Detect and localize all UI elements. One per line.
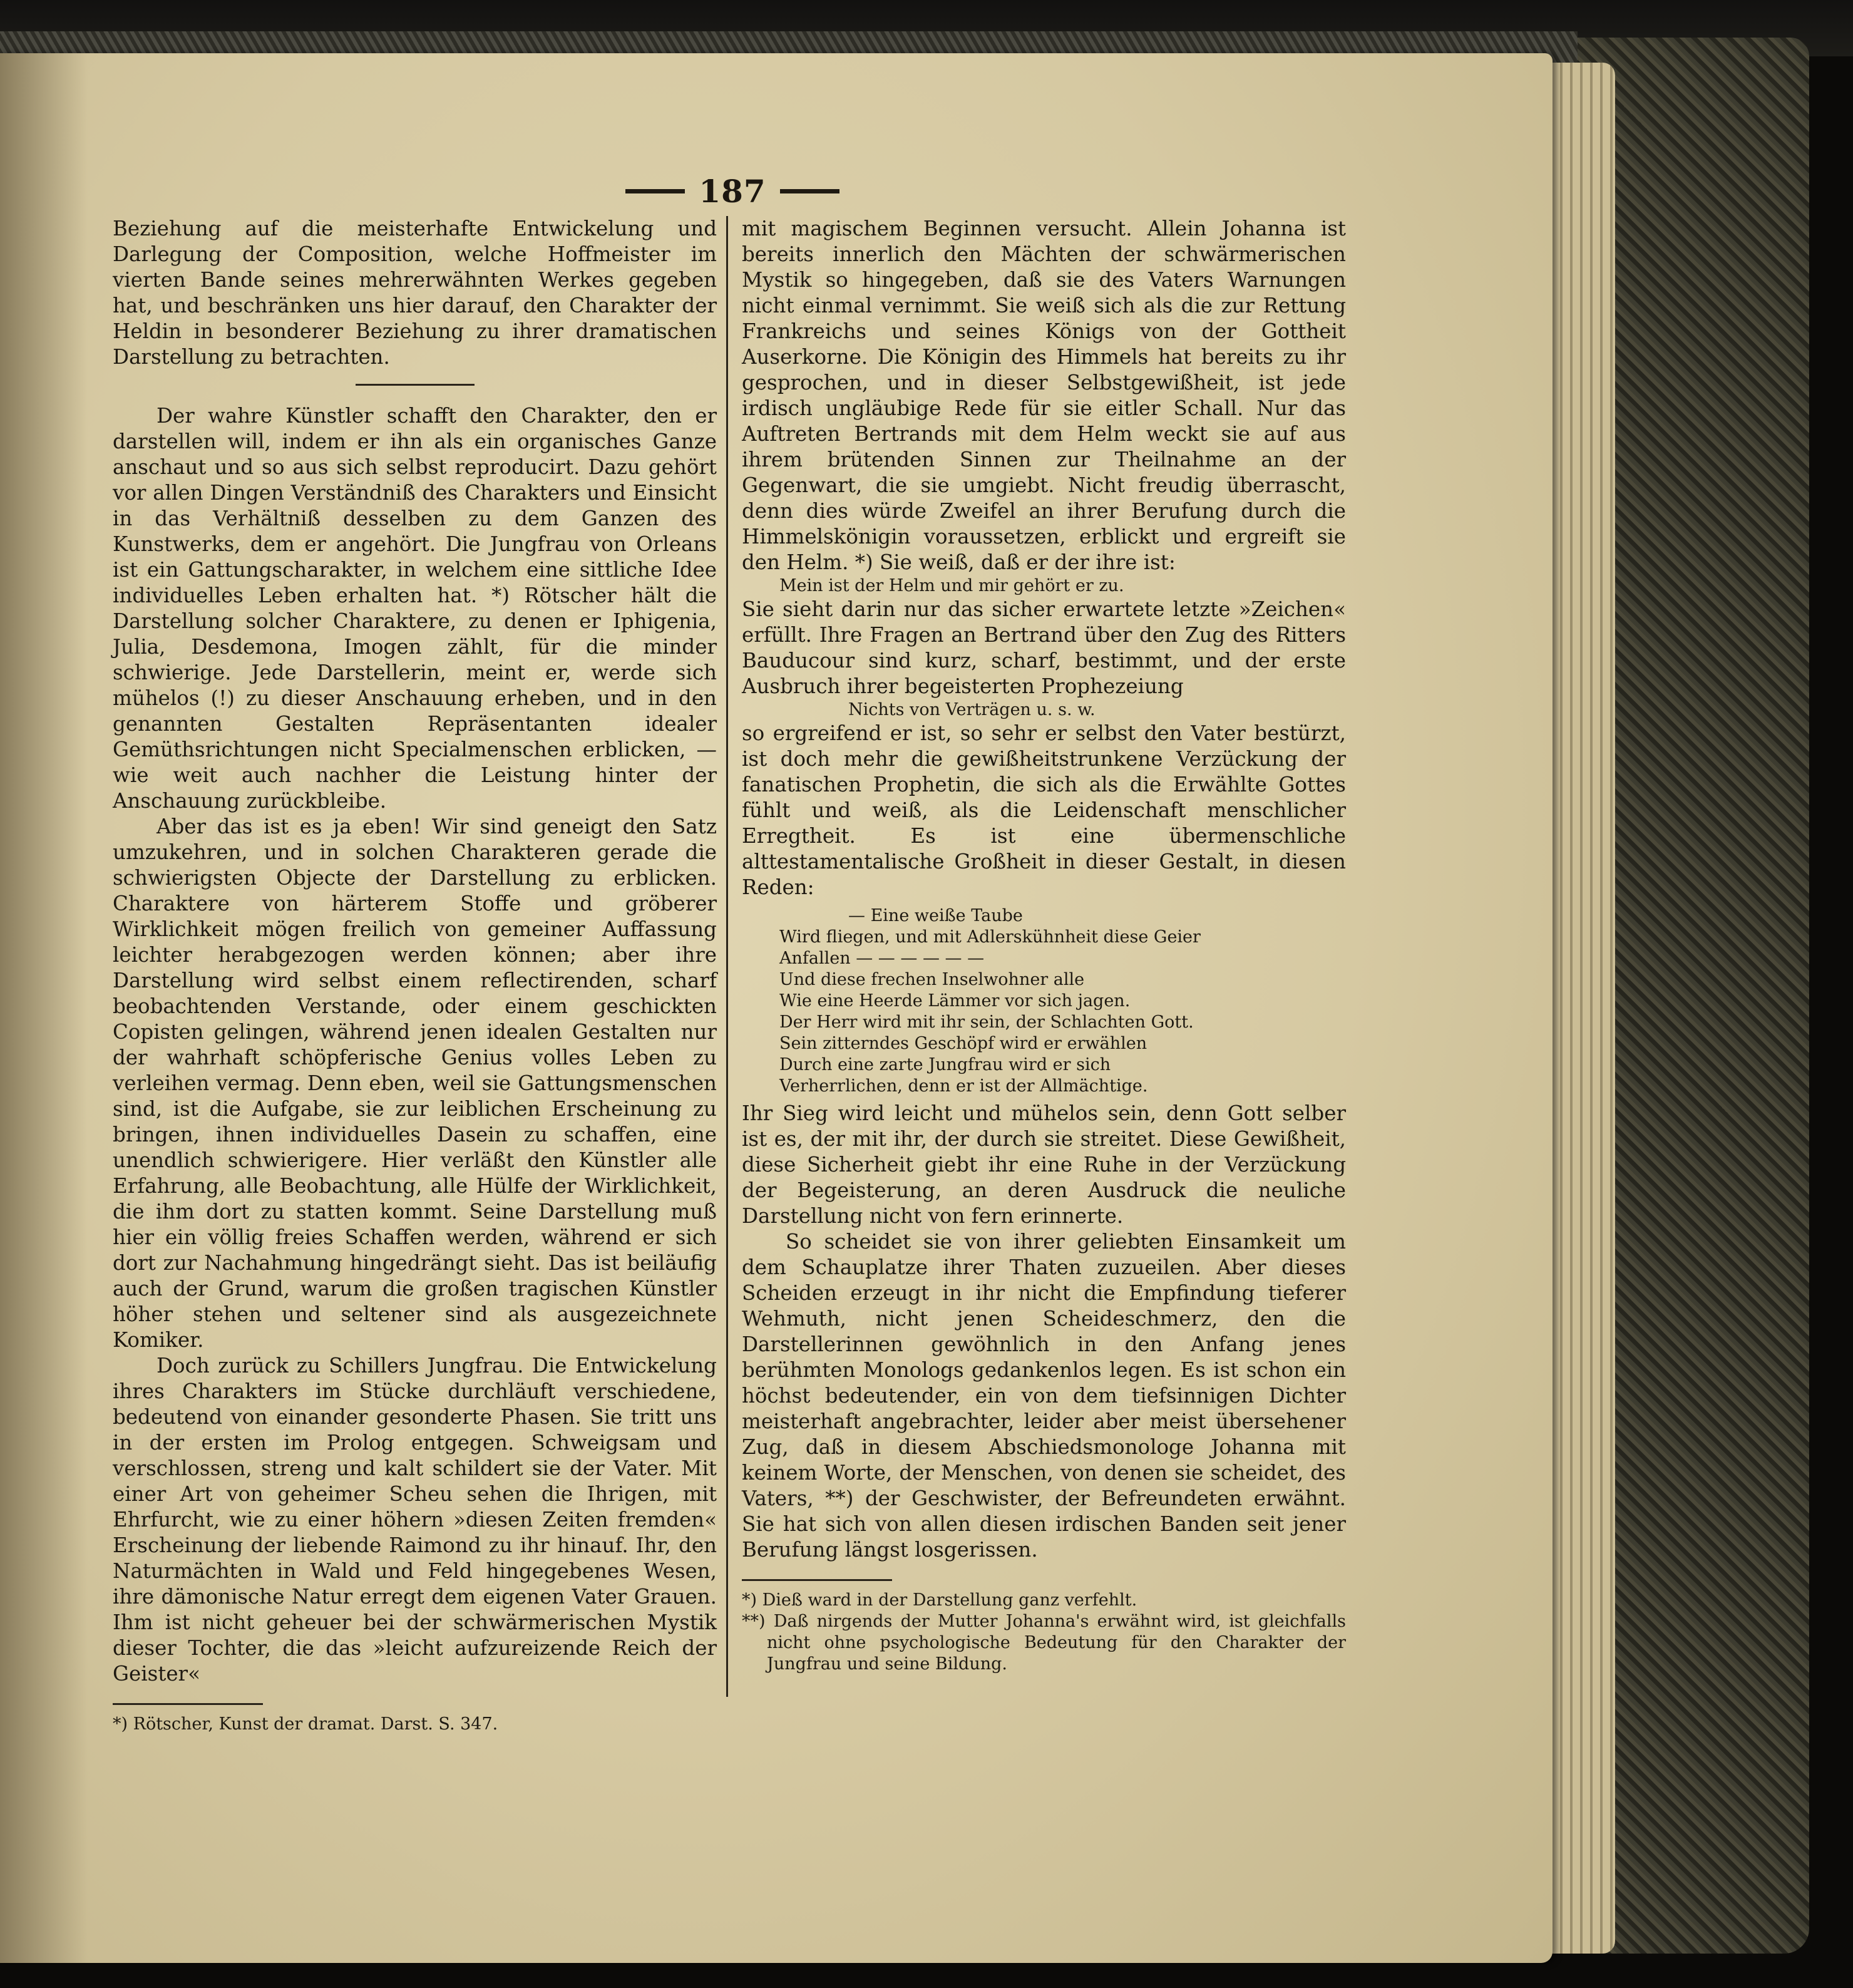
verse-block [742,905,1346,1097]
header-rule-left [625,189,685,193]
page-number: 187 [699,172,766,210]
paragraph: Der wahre Künstler schafft den Charakter, den er darstellen will, indem er ihn als ein organisches Ganze anschaut und so aus sich selbst reproducirt. Dazu gehört vor allen Dingen Verständniß des Charakters und Einsicht in das Verhältniß desselben zu dem Ganzen des Kunstwerks, dem er angehört. Die Jungfrau von Orleans ist ein Gattungscharakter, in welchem eine sittliche Idee individuelles Leben erhalten hat. *) Rötscher hält die Darstellung solcher Charaktere, zu denen er Iphigenia, Julia, Desdemona, Imogen zählt, für die minder schwierige. Jede Darstellerin, meint er, werde sich mühelos (!) zu dieser Anschauung erheben, und in den genannten Gestalten Repräsentanten idealer Gemüthsrichtungen nicht Specialmenschen erblicken, — wie weit auch nachher die Leistung hinter der Anschauung zurückbleibe. [113,404,717,813]
verse-line: Wie eine Heerde Lämmer vor sich jagen. [779,991,1131,1011]
verse-line: Sein zitterndes Geschöpf wird er erwählen [779,1034,1147,1053]
paragraph: mit magischem Beginnen versucht. Allein Johanna ist bereits innerlich den Mächten der schwärmerischen Mystik so hingegeben, daß sie des Vaters Warnungen nicht einmal vernimmt. Sie weiß sich als die zur Rettung Frankreichs und seines Königs von der Gottheit Auserkorne. Die Königin des Himmels hat bereits zu ihr gesprochen, und in dieser Selbstgewißheit, ist jede irdisch ungläubige Rede für sie eitler Schall. Nur das Auftreten Bertrands mit dem Helm weckt sie auf aus ihrem brütenden Sinnen zur Theilnahme an der Gegenwart, die sie umgiebt. Nicht freudig überrascht, denn dies würde Zweifel an ihrer Berufung durch die Himmelskönigin voraussetzen, erblickt und ergreift sie den Helm. *) Sie weiß, daß er der ihre ist: [742,217,1346,574]
footnote: *) Rötscher, Kunst der dramat. Darst. S. 347. [113,1714,498,1734]
quote-line: Mein ist der Helm und mir gehört er zu. [779,576,1124,595]
right-column [742,216,1346,1675]
paragraph: Aber das ist es ja eben! Wir sind geneigt den Satz umzukehren, und in solchen Charakteren gerade die schwierigsten Objecte der Darstellung zu erblicken. Charaktere von härterem Stoffe und gröberer Wirklichkeit mögen freilich von gemeiner Auffassung leichter herabgezogen werden können; aber ihre Darstellung wird selbst einem reflectirenden, scharf beobachtenden Verstande, oder einem geschickten Copisten gelingen, während jenen idealen Gestalten nur der wahrhaft schöpferische Genius volles Leben zu verleihen vermag. Denn eben, weil sie Gattungsmenschen sind, ist die Aufgabe, sie zur leiblichen Erscheinung zu bringen, ihnen individuelles Dasein zu schaffen, eine unendlich schwierigere. Hier verläßt den Künstler alle Erfahrung, alle Beobachtung, alle Hülfe der Wirklichkeit, die ihm dort zu statten kommt. Seine Darstellung muß hier ein völlig freies Schaffen werden, während er sich dort zur Nachahmung hingedrängt sieht. Das ist beiläufig auch der Grund, warum die großen tragischen Künstler höher stehen und seltener sind als ausgezeichnete Komiker. [113,815,717,1352]
footnote-rule [742,1579,892,1581]
verse-line: Durch eine zarte Jungfrau wird er sich [779,1055,1111,1074]
paragraph: Beziehung auf die meisterhafte Entwickelung und Darlegung der Composition, welche Hoffmeister im vierten Bande seines mehrerwähnten Werkes gegeben hat, und beschränken uns hier darauf, den Charakter der Heldin in besonderer Beziehung zu ihrer dramatischen Darstellung zu betrachten. [113,217,717,369]
verse-line: — Eine weiße Taube [848,906,1023,925]
verse-line: Der Herr wird mit ihr sein, der Schlachten Gott. [779,1012,1194,1032]
footnote: *) Dieß ward in der Darstellung ganz verfehlt. [742,1590,1137,1610]
quote-line: Nichts von Verträgen u. s. w. [848,700,1096,719]
gutter-shadow [0,53,88,1963]
footnote-rule [113,1703,263,1705]
verse-line: Wird fliegen, und mit Adlerskühnheit diese Geier [779,927,1201,947]
paragraph: Doch zurück zu Schillers Jungfrau. Die Entwickelung ihres Charakters im Stücke durchläuft verschiedene, bedeutend von einander gesonderte Phasen. Sie tritt uns in der ersten im Prolog entgegen. Schweigsam und verschlossen, streng und kalt schildert sie der Vater. Mit einer Art von geheimer Scheu sehen die Ihrigen, mit Ehrfurcht, wie zu einer höhern »diesen Zeiten fremden« Erscheinung der liebende Raimond zu ihr hinauf. Ihr, den Naturmächten in Wald und Feld hingegebenes Wesen, ihre dämonische Natur erregt dem eigenen Vater Grauen. Ihm ist nicht geheuer bei der schwärmerischen Mystik dieser Tochter, die das »leicht aufzureizende Reich der Geister« [113,1354,717,1686]
paragraph: Ihr Sieg wird leicht und mühelos sein, denn Gott selber ist es, der mit ihr, der durch sie streitet. Diese Gewißheit, diese Sicherheit giebt ihr eine Ruhe in der Verzückung der Begeisterung, an deren Ausdruck die neuliche Darstellung nicht von fern erinnerte. [742,1101,1346,1228]
page-header [601,169,864,213]
verse-line: Anfallen — — — — — — [779,949,985,968]
verse-line: Und diese frechen Inselwohner alle [779,970,1085,989]
verse-line: Verherrlichen, denn er ist der Allmächtige. [779,1076,1148,1096]
column-divider [726,216,728,1697]
left-column [113,216,717,1735]
paragraph: so ergreifend er ist, so sehr er selbst den Vater bestürzt, ist doch mehr die gewißheitstrunkene Verzückung der fanatischen Prophetin, die sich als die Erwählte Gottes fühlt und weiß, als die Leidenschaft menschlicher Erregtheit. Es ist eine übermenschliche alttestamentalische Großheit in dieser Gestalt, in diesen Reden: [742,721,1346,899]
paragraph: Sie sieht darin nur das sicher erwartete letzte »Zeichen« erfüllt. Ihre Fragen an Bertrand über den Zug des Ritters Bauducour sind kurz, scharf, bestimmt, und der erste Ausbruch ihrer begeisterten Prophezeiung [742,597,1346,698]
section-separator [356,384,475,386]
paragraph: So scheidet sie von ihrer geliebten Einsamkeit um dem Schauplatze ihrer Thaten zuzueilen. Aber dieses Scheiden erzeugt in ihr nicht die Empfindung tieferer Wehmuth, nicht jenen Scheideschmerz, den die Darstellerinnen gewöhnlich in den Anfang jenes berühmten Monologs gedankenlos legen. Es ist schon ein höchst bedeutender, ein von dem tiefsinnigen Dichter meisterhaft angebrachter, leider aber meist übersehener Zug, daß in diesem Abschiedsmonologe Johanna mit keinem Worte, der Menschen, von denen sie scheidet, des Vaters, **) der Geschwister, der Befreundeten erwähnt. Sie hat sich von allen diesen irdischen Banden seit jener Berufung längst losgerissen. [742,1230,1346,1562]
footnote: **) Daß nirgends der Mutter Johanna's erwähnt wird, ist gleichfalls nicht ohne psychologische Bedeutung für den Charakter der Jungfrau und seine Bildung. [742,1612,1346,1674]
header-rule-right [780,189,839,193]
